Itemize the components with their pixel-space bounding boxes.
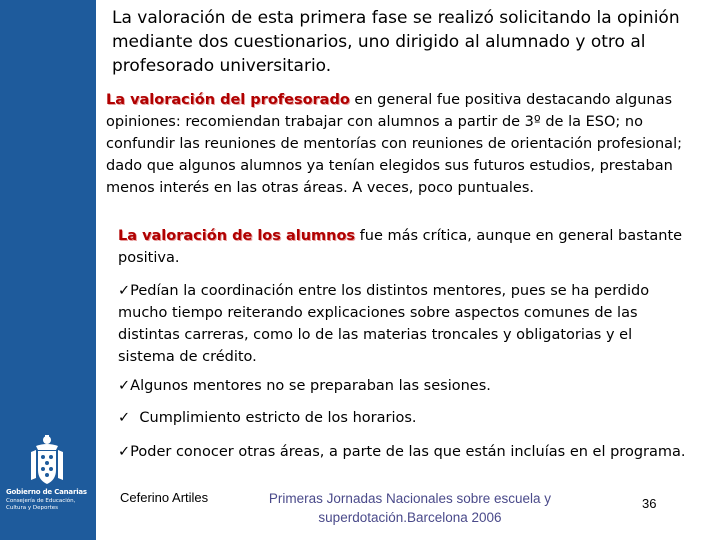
- bullet-item: [118, 280, 688, 368]
- teachers-paragraph: [106, 89, 686, 199]
- bullet-text: Cumplimiento estricto de los horarios.: [130, 410, 417, 426]
- check-icon: ✓: [118, 444, 131, 460]
- bullet-item: [118, 375, 688, 397]
- bullet-item: [118, 441, 688, 463]
- coat-of-arms-icon: [26, 434, 68, 486]
- teachers-text: en general fue positiva destacando algunas opiniones: recomiendan trabajar con alumnos a partir de 3º de la ESO; no confundir las reuniones de mentorías con reuniones de orientación profesional; dado que algunos alumnos ya tenían elegidos sus futuros estudios, prestaban menos interés en las otras áreas. A veces, poco puntuales.: [106, 92, 682, 196]
- page-number: 36: [642, 496, 657, 511]
- logo-subtitle: Consejería de Educación, Cultura y Deportes: [6, 498, 76, 511]
- bullet-text: Pedían la coordinación entre los distintos mentores, pues se ha perdido mucho tiempo reiterando explicaciones sobre aspectos comunes de las distintas carreras, como lo de las materias troncales y obligatorias y el sistema de crédito.: [118, 283, 650, 365]
- check-icon: ✓: [118, 283, 131, 299]
- check-icon: ✓: [118, 378, 131, 394]
- footer-event: Primeras Jornadas Nacionales sobre escuela y superdotación.Barcelona 2006: [268, 491, 552, 525]
- logo-title: Gobierno de Canarias: [6, 488, 87, 496]
- teachers-highlight: La valoración del profesorado: [106, 92, 350, 108]
- bullet-text: Poder conocer otras áreas, a parte de las que están incluías en el programa.: [130, 444, 686, 460]
- sidebar-band: [0, 0, 96, 540]
- bullet-text: Algunos mentores no se preparaban las sesiones.: [130, 378, 491, 394]
- check-icon: ✓: [118, 410, 131, 426]
- intro-paragraph: La valoración de esta primera fase se realizó solicitando la opinión mediante dos cuestionarios, uno dirigido al alumnado y otro al profesorado universitario.: [112, 8, 680, 76]
- students-text: fue más crítica, aunque en general bastante positiva.: [118, 228, 683, 266]
- students-highlight: La valoración de los alumnos: [118, 228, 356, 244]
- bullet-item: [118, 407, 688, 429]
- footer-author: Ceferino Artiles: [120, 490, 209, 505]
- students-paragraph: [118, 225, 688, 269]
